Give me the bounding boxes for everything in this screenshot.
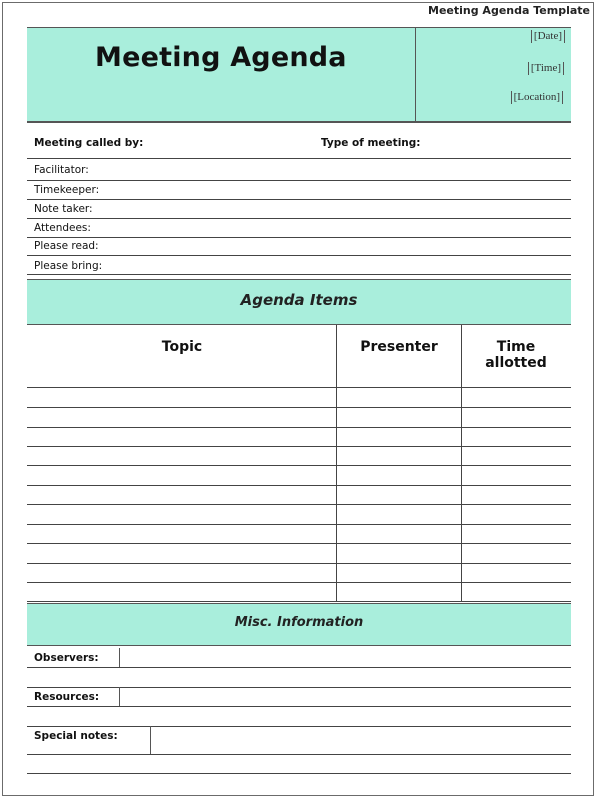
table-row-line — [27, 485, 571, 486]
time-header-line-1: Time — [496, 339, 536, 355]
divider-line — [27, 754, 571, 755]
table-row-line — [27, 407, 571, 408]
topic-header: Topic — [161, 339, 203, 355]
date-field[interactable]: [Date] — [531, 30, 565, 43]
header-box — [27, 27, 571, 123]
divider-line — [27, 726, 571, 727]
divider-line — [27, 274, 571, 275]
special-notes-label: Special notes: — [34, 730, 118, 742]
divider-line — [27, 218, 571, 219]
page-title: Meeting Agenda — [95, 42, 347, 73]
divider-line — [27, 255, 571, 256]
column-divider — [336, 325, 337, 601]
resources-label: Resources: — [34, 691, 100, 703]
time-header-line-2: allotted — [485, 355, 547, 371]
agenda-items-title: Agenda Items — [240, 291, 358, 309]
misc-info-band — [27, 603, 571, 646]
observers-divider — [119, 648, 120, 667]
note-taker-label: Note taker: — [34, 203, 93, 215]
divider-line — [27, 237, 571, 238]
table-row-line — [27, 524, 571, 525]
table-row-line — [27, 446, 571, 447]
agenda-items-band — [27, 279, 571, 325]
misc-info-title: Misc. Information — [234, 615, 364, 630]
divider-line — [27, 706, 571, 707]
presenter-header: Presenter — [360, 339, 438, 355]
table-row-line — [27, 427, 571, 428]
table-row-line — [27, 387, 571, 388]
location-field[interactable]: [Location] — [511, 91, 563, 104]
header-divider — [415, 28, 416, 122]
please-read-label: Please read: — [34, 240, 99, 252]
divider-line — [27, 199, 571, 200]
type-of-meeting-label: Type of meeting: — [321, 137, 421, 149]
special-notes-divider — [150, 726, 151, 754]
resources-divider — [119, 687, 120, 706]
table-row-line — [27, 465, 571, 466]
table-row-line — [27, 563, 571, 564]
divider-line — [27, 687, 571, 688]
divider-line — [27, 773, 571, 774]
table-row-line — [27, 504, 571, 505]
table-row-line — [27, 601, 571, 602]
time-header — [461, 339, 571, 371]
observers-label: Observers: — [34, 652, 99, 664]
divider-line — [27, 667, 571, 668]
time-field[interactable]: [Time] — [528, 62, 564, 75]
attendees-label: Attendees: — [34, 222, 91, 234]
facilitator-label: Facilitator: — [34, 164, 89, 176]
column-divider — [461, 325, 462, 601]
template-name: Meeting Agenda Template — [428, 4, 590, 17]
table-row-line — [27, 543, 571, 544]
timekeeper-label: Timekeeper: — [34, 184, 100, 196]
table-row-line — [27, 582, 571, 583]
meeting-called-by-label: Meeting called by: — [34, 137, 144, 149]
divider-line — [27, 180, 571, 181]
please-bring-label: Please bring: — [34, 260, 103, 272]
divider-line — [27, 158, 571, 159]
